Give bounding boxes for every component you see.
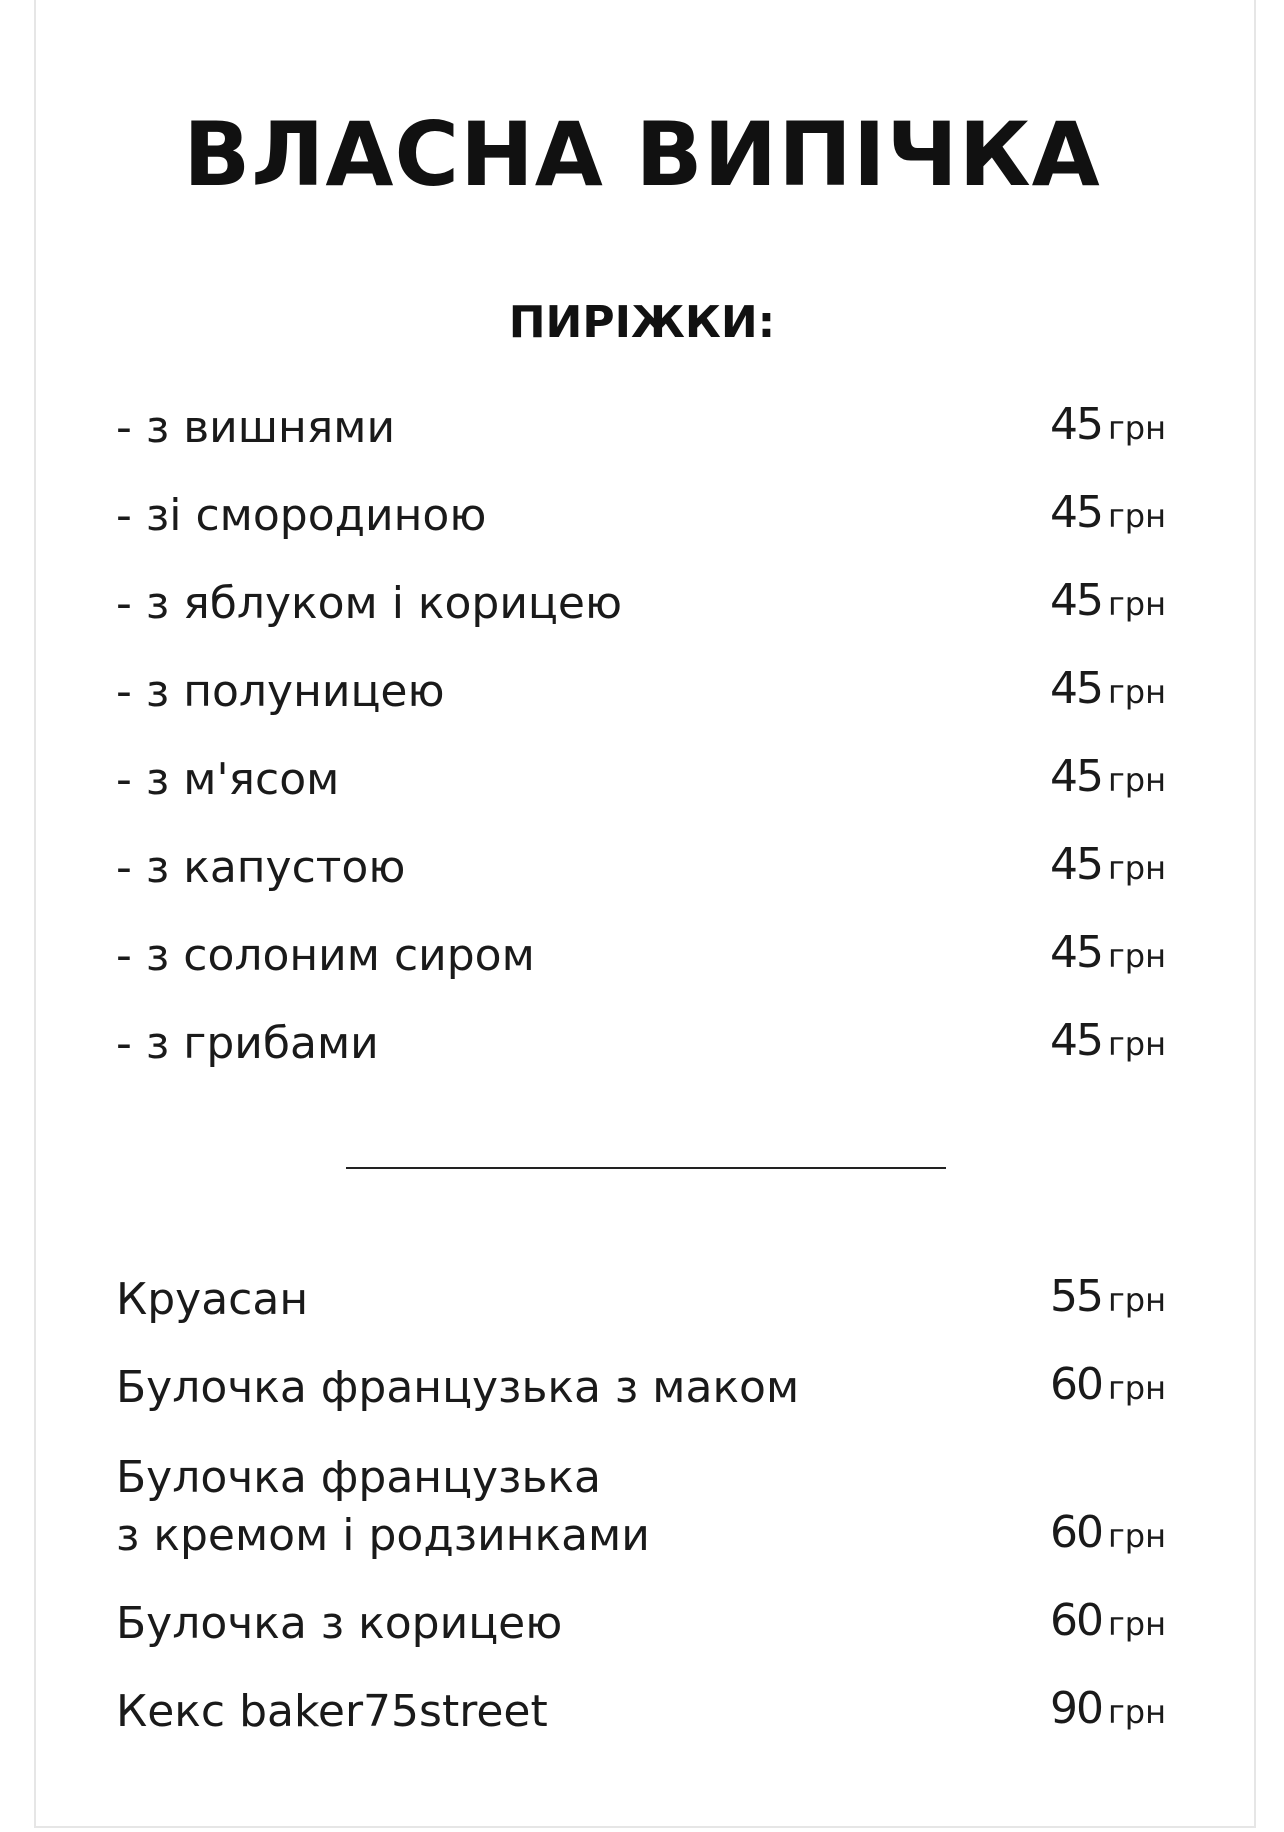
item-name: Кекс baker75street (116, 1686, 548, 1737)
currency-label: грн (1107, 1605, 1166, 1643)
menu-item (116, 1256, 1166, 1344)
item-name: - з грибами (116, 1018, 379, 1069)
section-divider (346, 1167, 946, 1169)
item-name: - з капустою (116, 842, 406, 893)
price-value: 55 (1049, 1271, 1102, 1322)
item-name: Булочка з корицею (116, 1598, 563, 1649)
menu-item (116, 648, 1166, 736)
item-price (1050, 645, 1166, 736)
item-price (1050, 821, 1166, 912)
item-price (1050, 469, 1166, 560)
menu-item (116, 1668, 1166, 1756)
menu-item (116, 1344, 1166, 1432)
item-name: - з солоним сиром (116, 930, 535, 981)
currency-label: грн (1107, 1517, 1166, 1555)
currency-label: грн (1107, 761, 1166, 799)
currency-label: грн (1107, 1025, 1166, 1063)
currency-label: грн (1107, 497, 1166, 535)
item-price (1050, 909, 1166, 1000)
currency-label: грн (1107, 1369, 1166, 1407)
item-price (1050, 733, 1166, 824)
item-name: Булочка французька з маком (116, 1362, 800, 1413)
menu-item (116, 384, 1166, 472)
section-heading-pies: ПИРІЖКИ: (508, 297, 776, 348)
menu-item (116, 1000, 1166, 1088)
item-price (1050, 1489, 1166, 1580)
price-value: 45 (1049, 839, 1102, 890)
currency-label: грн (1107, 673, 1166, 711)
pies-list (116, 384, 1166, 1088)
menu-item (116, 736, 1166, 824)
item-name: - з яблуком і корицею (116, 578, 622, 629)
currency-label: грн (1107, 849, 1166, 887)
currency-label: грн (1107, 585, 1166, 623)
item-price (1050, 1577, 1166, 1668)
price-value: 45 (1049, 751, 1102, 802)
price-value: 45 (1049, 1015, 1102, 1066)
currency-label: грн (1107, 937, 1166, 975)
menu-item (116, 824, 1166, 912)
price-value: 45 (1049, 487, 1102, 538)
price-value: 60 (1049, 1359, 1102, 1410)
menu-item (116, 472, 1166, 560)
item-name: - з м'ясом (116, 754, 340, 805)
price-value: 60 (1049, 1595, 1102, 1646)
price-value: 90 (1049, 1683, 1102, 1734)
item-name: - зі смородиною (116, 490, 487, 541)
price-value: 45 (1049, 927, 1102, 978)
item-price (1050, 381, 1166, 472)
pastries-list (116, 1256, 1166, 1756)
currency-label: грн (1107, 1693, 1166, 1731)
item-price (1050, 1253, 1166, 1344)
item-name: Булочка французька з кремом і родзинками (116, 1452, 650, 1561)
menu-item (116, 1432, 1166, 1580)
price-value: 45 (1049, 399, 1102, 450)
item-price (1050, 1341, 1166, 1432)
menu-title: ВЛАСНА ВИПІЧКА (183, 103, 1101, 206)
item-name: Круасан (116, 1274, 309, 1325)
item-price (1050, 557, 1166, 648)
currency-label: грн (1107, 409, 1166, 447)
item-name: - з полуницею (116, 666, 445, 717)
menu-item (116, 912, 1166, 1000)
item-price (1050, 1665, 1166, 1756)
currency-label: грн (1107, 1281, 1166, 1319)
menu-item (116, 1580, 1166, 1668)
price-value: 45 (1049, 663, 1102, 714)
item-price (1050, 997, 1166, 1088)
price-value: 45 (1049, 575, 1102, 626)
price-value: 60 (1049, 1507, 1102, 1558)
menu-item (116, 560, 1166, 648)
item-name: - з вишнями (116, 402, 396, 453)
